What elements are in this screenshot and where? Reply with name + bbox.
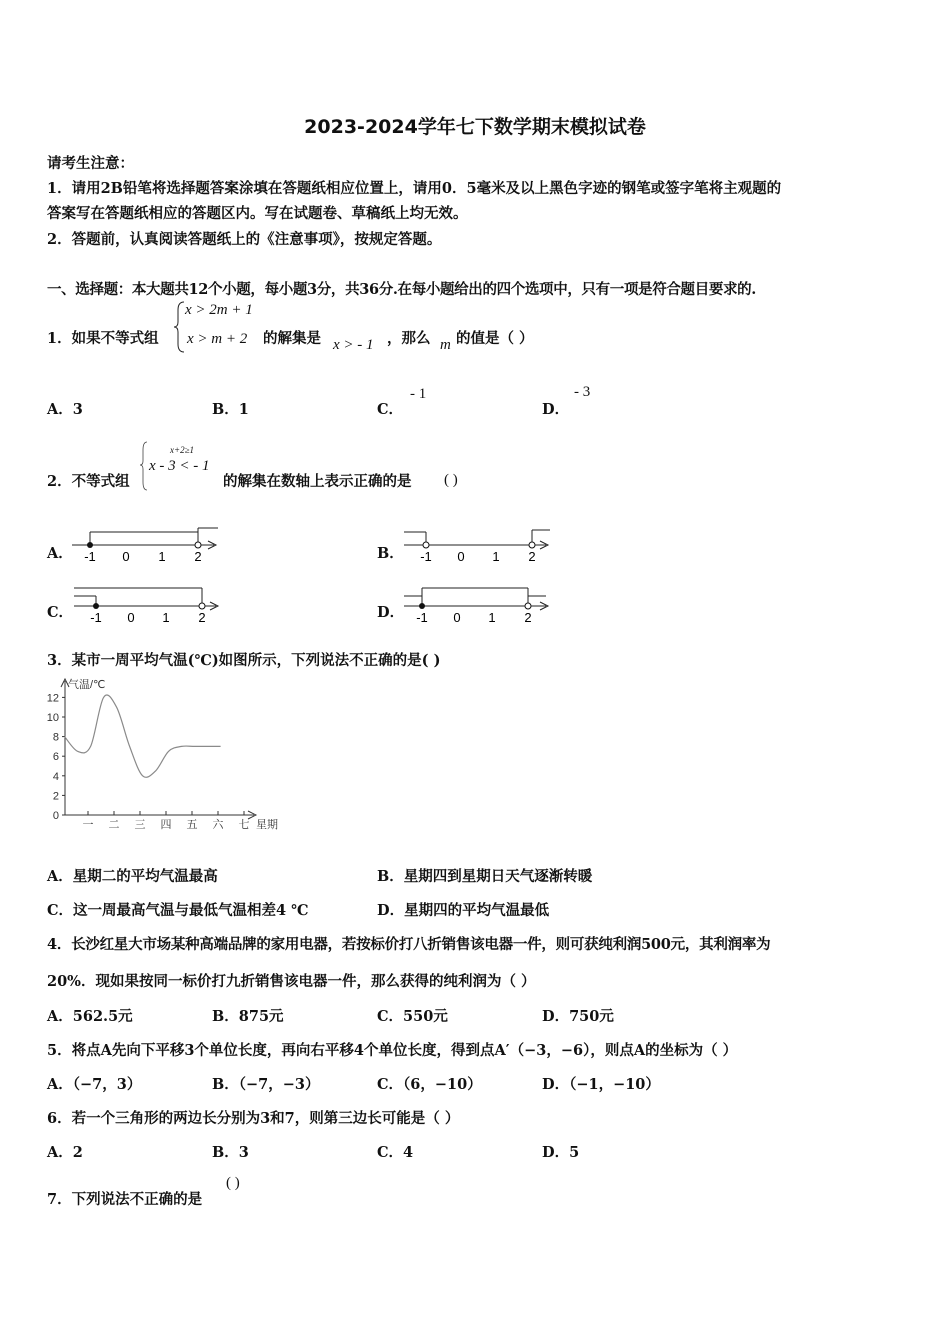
x-tick-label: 五 [186, 819, 198, 831]
x-tick-label: 一 [82, 819, 94, 831]
point-2-d [525, 603, 531, 609]
q5-option-b[interactable]: B．（−7，−3） [212, 1076, 320, 1093]
q1-mid-text-2: ，那么 [387, 330, 431, 347]
q2-numberline-b[interactable] [400, 522, 560, 566]
q2-numberline-d[interactable] [400, 582, 560, 626]
q4-line-1: 4．长沙红星大市场某种高端品牌的家用电器，若按标价打八折销售该电器一件，则可获纯利润500元，其利润率为 [47, 936, 771, 953]
q6-option-a[interactable]: A．2 [47, 1144, 83, 1161]
point-minus1-a [87, 542, 93, 548]
q2-answer-paren: ( ) [444, 472, 458, 488]
tick-label: 1 [488, 610, 496, 625]
q5-option-a[interactable]: A．（−7，3） [47, 1076, 142, 1093]
y-tick-label: 8 [52, 731, 59, 744]
q3-option-d[interactable]: D．星期四的平均气温最低 [377, 902, 550, 919]
notice-line-1: 1．请用2B铅笔将选择题答案涂填在答题纸相应位置上，请用0．5毫米及以上黑色字迹的钢笔或签字笔将主观题的 [47, 180, 782, 197]
q2-option-b-label[interactable]: B． [377, 545, 404, 562]
x-tick-label: 三 [134, 819, 146, 831]
q1-mid-text: 的解集是 [263, 330, 321, 347]
point-minus1-d [419, 603, 425, 609]
q3-option-b[interactable]: B．星期四到星期日天气逐渐转暖 [377, 868, 593, 885]
q6-option-c[interactable]: C．4 [377, 1144, 414, 1161]
q1-suffix: 的值是（ ） [456, 330, 534, 347]
q1-system-line-2: x > m + 2 [187, 331, 248, 347]
notice-line-2: 答案写在答题纸相应的答题区内。写在试题卷、草稿纸上均无效。 [47, 205, 468, 222]
tick-label: -1 [420, 549, 432, 564]
q2-numberline-a[interactable] [68, 522, 228, 566]
point-2-a [195, 542, 201, 548]
y-tick-label: 4 [52, 770, 59, 783]
x-tick-label: 七 [238, 819, 250, 831]
tick-label: 1 [158, 549, 166, 564]
q1-option-d-value: - 3 [574, 384, 591, 400]
point-minus1-b [423, 542, 429, 548]
point-minus1-c [93, 603, 99, 609]
tick-label: -1 [90, 610, 102, 625]
q2-system-line-2: x - 3 < - 1 [149, 458, 210, 474]
q2-numberline-c[interactable] [70, 582, 230, 626]
q2-system-line-1: x+2≥1 [170, 445, 195, 455]
q5-text: 5．将点A先向下平移3个单位长度，再向右平移4个单位长度，得到点A′（−3，−6），则点A的坐标为（ ） [47, 1042, 738, 1059]
tick-label: 0 [453, 610, 461, 625]
y-axis-label: 气温/℃ [68, 679, 106, 691]
q1-option-b[interactable]: B．1 [212, 401, 249, 418]
q2-option-a-label[interactable]: A． [47, 545, 73, 562]
tick-label: 1 [162, 610, 170, 625]
tick-label: 2 [528, 549, 536, 564]
q1-variable: m [440, 337, 451, 353]
q4-option-a[interactable]: A．562.5元 [47, 1008, 133, 1025]
q4-option-d[interactable]: D．750元 [542, 1008, 614, 1025]
q6-option-b[interactable]: B．3 [212, 1144, 249, 1161]
y-tick-label: 10 [46, 712, 59, 724]
q3-text: 3．某市一周平均气温(℃)如图所示，下列说法不正确的是( ) [47, 652, 441, 669]
notice-heading: 请考生注意： [47, 155, 134, 172]
x-tick-label: 二 [108, 819, 120, 831]
q1-prefix: 1．如果不等式组 [47, 330, 159, 347]
q7-text: 7．下列说法不正确的是 [47, 1191, 203, 1208]
q5-option-c[interactable]: C．（6，−10） [377, 1076, 482, 1093]
q5-option-d[interactable]: D．（−1，−10） [542, 1076, 660, 1093]
q4-option-b[interactable]: B．875元 [212, 1008, 284, 1025]
notice-line-3: 2．答题前，认真阅读答题纸上的《注意事项》，按规定答题。 [47, 231, 442, 248]
q4-option-c[interactable]: C．550元 [377, 1008, 448, 1025]
q7-answer-paren: ( ) [226, 1175, 240, 1191]
q3-option-a[interactable]: A．星期二的平均气温最高 [47, 868, 218, 885]
q1-brace [172, 300, 186, 354]
q1-option-d[interactable]: D． [542, 401, 570, 418]
point-2-b [529, 542, 535, 548]
y-tick-label: 0 [52, 810, 59, 822]
x-axis-label: 星期 [256, 819, 278, 831]
q2-prefix: 2．不等式组 [47, 473, 130, 490]
tick-label: 2 [198, 610, 206, 625]
q3-option-c[interactable]: C．这一周最高气温与最低气温相差4 ℃ [47, 902, 309, 919]
tick-label: -1 [416, 610, 428, 625]
tick-label: 2 [524, 610, 532, 625]
q6-option-d[interactable]: D．5 [542, 1144, 580, 1161]
point-2-c [199, 603, 205, 609]
y-tick-label: 6 [52, 751, 59, 764]
section-heading: 一、选择题：本大题共12个小题，每小题3分，共36分.在每小题给出的四个选项中，只有一项是符合题目要求的. [47, 281, 756, 298]
q2-brace [138, 440, 148, 492]
tick-label: -1 [84, 549, 96, 564]
q4-line-2: 20%．现如果按同一标价打九折销售该电器一件，那么获得的纯利润为（ ） [47, 973, 536, 990]
y-tick-label: 12 [46, 692, 59, 705]
q1-option-c-value: - 1 [410, 386, 427, 402]
q6-text: 6．若一个三角形的两边长分别为3和7，则第三边长可能是（ ） [47, 1110, 460, 1127]
q1-option-a[interactable]: A．3 [47, 401, 83, 418]
tick-label: 0 [122, 549, 130, 564]
q1-solution: x > - 1 [333, 337, 374, 353]
q2-option-c-label[interactable]: C． [47, 604, 74, 621]
page-title: 2023-2024学年七下数学期末模拟试卷 [304, 116, 646, 138]
q2-option-d-label[interactable]: D． [377, 604, 405, 621]
x-tick-label: 四 [160, 819, 172, 831]
tick-label: 1 [492, 549, 500, 564]
y-tick-label: 2 [52, 790, 59, 803]
q1-option-c[interactable]: C． [377, 401, 404, 418]
temperature-line [65, 695, 221, 777]
q2-suffix: 的解集在数轴上表示正确的是 [223, 473, 412, 490]
temperature-chart [40, 675, 290, 835]
q1-system-line-1: x > 2m + 1 [185, 302, 253, 318]
tick-label: 0 [127, 610, 135, 625]
tick-label: 2 [194, 549, 202, 564]
tick-label: 0 [457, 549, 465, 564]
x-tick-label: 六 [212, 819, 224, 831]
